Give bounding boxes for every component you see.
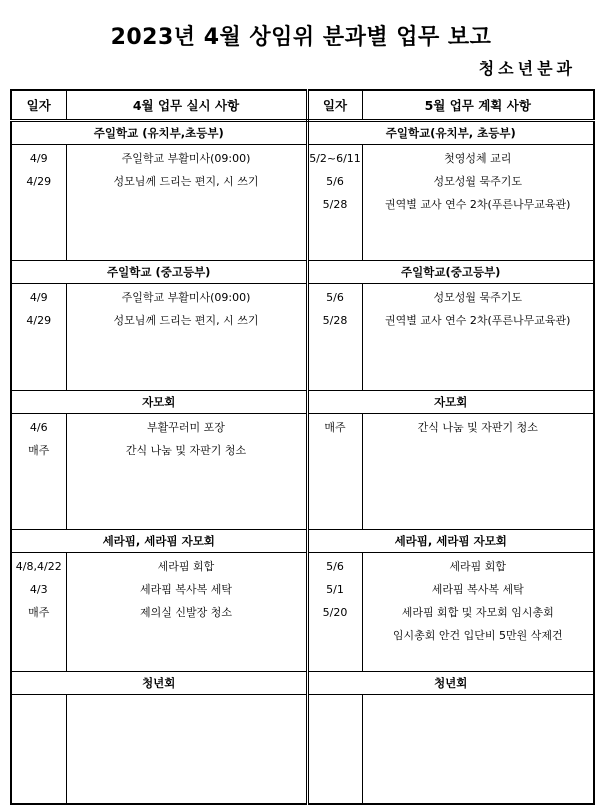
header-work-left: 4월 업무 실시 사항 — [66, 90, 307, 121]
section-title-row — [11, 121, 594, 145]
left-date-cell — [11, 553, 66, 672]
section-content-row — [11, 553, 594, 672]
entry-text: 부활꾸러미 포장 — [147, 421, 225, 434]
left-date-cell — [11, 145, 66, 261]
entry-date: 4/6 — [29, 421, 48, 434]
left-work-cell — [66, 414, 307, 530]
entry-date: 4/9 — [29, 152, 48, 165]
department-name: 청소년분과 — [478, 59, 576, 78]
entry-text: 권역별 교사 연수 2차(푸른나무교육관) — [385, 314, 571, 327]
right-date-cell — [307, 414, 362, 530]
section-content-row — [11, 284, 594, 391]
entry-date: 5/20 — [322, 606, 348, 619]
entry-text: 세라핌 회합 및 자모회 임시총회 — [401, 606, 554, 619]
left-work-cell — [66, 145, 307, 261]
entry-text: 제의실 신발장 청소 — [139, 606, 232, 619]
entry-text: 세라핌 회합 — [157, 560, 215, 573]
section-title-right: 자모회 — [307, 391, 594, 414]
right-date-cell — [307, 695, 362, 805]
entry-date — [309, 624, 362, 647]
section-title-row — [11, 672, 594, 695]
entry-text: 세라핌 복사복 세탁 — [139, 583, 232, 596]
report-title: 2023년 4월 상임위 분과별 업무 보고 — [110, 25, 492, 50]
section-title-right: 청년회 — [307, 672, 594, 695]
entry-date: 5/6 — [326, 175, 344, 188]
entry-date: 5/1 — [326, 583, 344, 596]
left-date-cell — [11, 284, 66, 391]
report-body — [11, 121, 594, 805]
entry-text: 간식 나눔 및 자판기 청소 — [417, 421, 538, 434]
section-title-right: 주일학교(중고등부) — [307, 261, 594, 284]
right-work-cell — [362, 284, 594, 391]
left-date-cell — [11, 414, 66, 530]
entry-text: 성모성월 묵주기도 — [433, 291, 522, 304]
section-title-row — [11, 261, 594, 284]
entry-text: 성모님께 드리는 편지, 시 쓰기 — [113, 175, 259, 188]
entry-date: 5/28 — [322, 314, 348, 327]
right-work-cell — [362, 414, 594, 530]
entry-text: 성모님께 드리는 편지, 시 쓰기 — [113, 314, 259, 327]
section-content-row — [11, 414, 594, 530]
left-date-cell — [11, 695, 66, 805]
section-title-left: 세라핌, 세라핌 자모회 — [11, 530, 307, 553]
right-date-cell — [307, 284, 362, 391]
entry-date: 5/28 — [322, 198, 348, 211]
entry-date: 5/6 — [326, 291, 344, 304]
section-title-left: 자모회 — [11, 391, 307, 414]
entry-date: 5/2~6/11 — [309, 152, 361, 165]
left-work-cell — [66, 695, 307, 805]
section-title-right: 주일학교(유치부, 초등부) — [307, 121, 594, 145]
right-work-cell — [362, 145, 594, 261]
section-content-row — [11, 145, 594, 261]
section-title-row — [11, 391, 594, 414]
header-date-right: 일자 — [307, 90, 362, 121]
section-content-row — [11, 695, 594, 805]
entry-date: 5/6 — [326, 560, 344, 573]
entry-date: 4/8,4/22 — [15, 560, 62, 573]
entry-date: 4/29 — [26, 314, 52, 327]
entry-text: 임시총회 안건 입단비 5만원 삭제건 — [392, 629, 563, 642]
entry-date: 4/3 — [29, 583, 48, 596]
entry-text: 세라핌 회합 — [449, 560, 507, 573]
entry-date: 매주 — [28, 606, 50, 619]
entry-date: 매주 — [324, 421, 346, 434]
entry-text: 성모성월 묵주기도 — [433, 175, 522, 188]
left-work-cell — [66, 284, 307, 391]
section-title-row — [11, 530, 594, 553]
entry-text: 주일학교 부활미사(09:00) — [121, 291, 251, 304]
entry-date: 매주 — [28, 444, 50, 457]
header-date-left: 일자 — [11, 90, 66, 121]
right-work-cell — [362, 553, 594, 672]
section-title-right: 세라핌, 세라핌 자모회 — [307, 530, 594, 553]
entry-text: 세라핌 복사복 세탁 — [431, 583, 524, 596]
section-title-left: 청년회 — [11, 672, 307, 695]
report-table — [10, 89, 595, 805]
left-work-cell — [66, 553, 307, 672]
right-work-cell — [362, 695, 594, 805]
entry-text: 주일학교 부활미사(09:00) — [121, 152, 251, 165]
section-title-left: 주일학교 (유치부,초등부) — [11, 121, 307, 145]
right-date-cell — [307, 553, 362, 672]
header-work-right: 5월 업무 계획 사항 — [362, 90, 594, 121]
section-title-left: 주일학교 (중고등부) — [11, 261, 307, 284]
entry-date: 4/29 — [26, 175, 52, 188]
entry-text: 첫영성체 교리 — [444, 152, 512, 165]
entry-text: 간식 나눔 및 자판기 청소 — [125, 444, 247, 457]
entry-date: 4/9 — [29, 291, 48, 304]
entry-text: 권역별 교사 연수 2차(푸른나무교육관) — [385, 198, 571, 211]
right-date-cell — [307, 145, 362, 261]
